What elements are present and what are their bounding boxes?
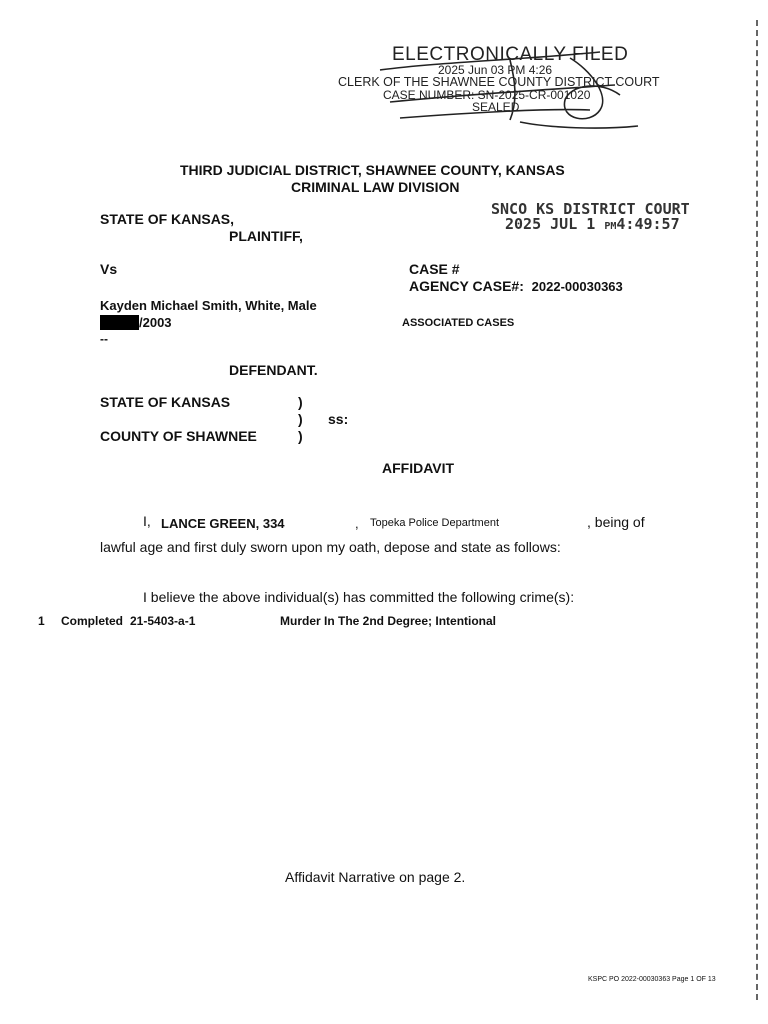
court-stamp-date: 2025 JUL 1: [505, 215, 596, 233]
narrative-note: Affidavit Narrative on page 2.: [285, 869, 466, 885]
affiant-i: I,: [143, 513, 151, 529]
affiant-comma: ,: [355, 516, 359, 531]
agency-case-label: AGENCY CASE#:: [409, 278, 524, 294]
defendant-role: DEFENDANT.: [229, 362, 318, 378]
court-stamp-line1: SNCO KS DISTRICT COURT: [491, 200, 690, 218]
associated-cases: ASSOCIATED CASES: [402, 317, 515, 329]
defendant-extra: --: [100, 332, 108, 346]
case-label: CASE #: [409, 261, 460, 277]
efile-title: ELECTRONICALLY FILED: [392, 44, 629, 65]
page-footer: KSPC PO 2022-00030363 Page 1 OF 13: [588, 976, 716, 983]
affidavit-belief: I believe the above individual(s) has committed the following crime(s):: [143, 589, 575, 605]
court-header-line2: CRIMINAL LAW DIVISION: [291, 179, 460, 195]
court-header-line1: THIRD JUDICIAL DISTRICT, SHAWNEE COUNTY, KANSAS: [180, 162, 565, 178]
crime-statute: 21-5403-a-1: [130, 614, 196, 628]
versus: Vs: [100, 261, 118, 277]
agency-case-number: 2022-00030363: [531, 279, 623, 294]
signature-scribble: [360, 40, 650, 135]
plaintiff-name: STATE OF KANSAS,: [100, 211, 235, 227]
efile-case-number: CASE NUMBER: SN-2025-CR-001020: [383, 88, 591, 102]
crime-status: Completed: [61, 614, 124, 628]
page-edge-perforation: [756, 20, 758, 1000]
court-stamp-time: 4:49:57: [616, 215, 680, 233]
affidavit-title: AFFIDAVIT: [382, 460, 455, 476]
affiant-being-of: , being of: [587, 514, 645, 530]
venue-state: STATE OF KANSAS: [100, 394, 231, 410]
efile-clerk: CLERK OF THE SHAWNEE COUNTY DISTRICT COURT: [338, 75, 660, 89]
crime-number: 1: [38, 614, 45, 628]
court-stamp-line2: [505, 215, 680, 233]
venue-paren-3: ): [298, 428, 303, 444]
venue-county: COUNTY OF SHAWNEE: [100, 428, 257, 444]
agency-case: [409, 278, 623, 294]
affidavit-oath: lawful age and first duly sworn upon my oath, depose and state as follows:: [100, 539, 561, 555]
affiant-department: Topeka Police Department: [370, 517, 500, 529]
efile-status: SEALED: [472, 100, 520, 114]
crime-description: Murder In The 2nd Degree; Intentional: [280, 614, 497, 628]
redaction-bar: [100, 315, 139, 330]
venue-paren-1: ): [298, 394, 303, 410]
court-stamp-pm: PM: [604, 221, 617, 232]
defendant-name: Kayden Michael Smith, White, Male: [100, 298, 317, 313]
venue-ss: ss:: [328, 411, 349, 427]
efile-date: 2025 Jun 03 PM 4:26: [438, 63, 553, 77]
affiant-officer: LANCE GREEN, 334: [161, 516, 285, 531]
defendant-dob: /2003: [139, 315, 172, 330]
plaintiff-role: PLAINTIFF,: [229, 228, 303, 244]
venue-paren-2: ): [298, 411, 303, 427]
